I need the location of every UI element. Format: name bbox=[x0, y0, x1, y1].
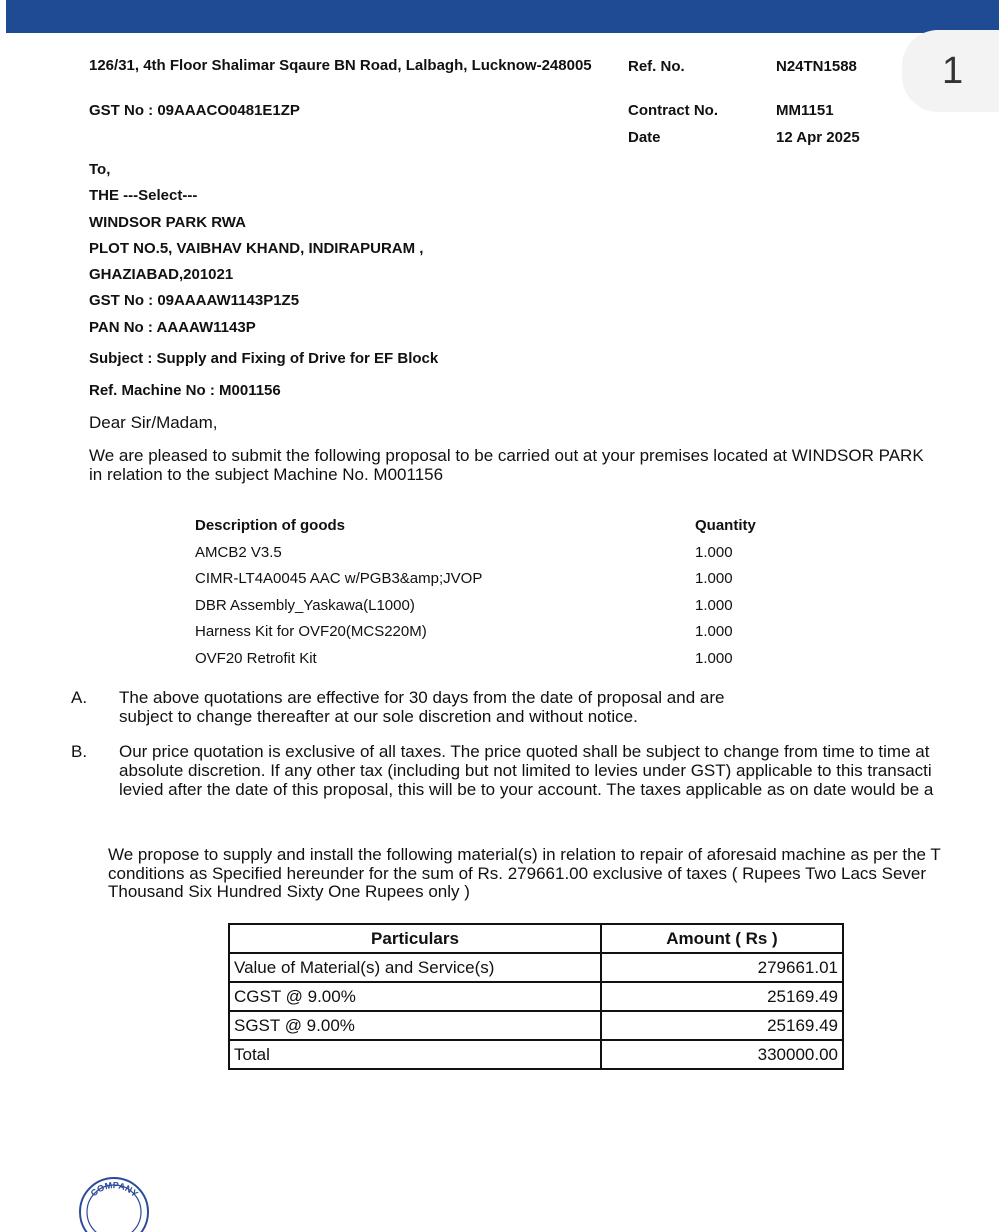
clause-b-line-3: levied after the date of this proposal, this will be to your account. The taxes applicable as on date would be a bbox=[119, 780, 934, 799]
contract-no-value: MM1151 bbox=[776, 102, 834, 119]
recipient-block bbox=[89, 161, 423, 345]
table-row bbox=[229, 1011, 843, 1040]
particular-cell: Value of Material(s) and Service(s) bbox=[229, 953, 601, 982]
company-address: 126/31, 4th Floor Shalimar Sqaure BN Road, Lalbagh, Lucknow-248005 bbox=[89, 57, 592, 74]
table-header-row bbox=[229, 924, 843, 953]
goods-description: Harness Kit for OVF20(MCS220M) bbox=[195, 623, 427, 640]
recipient-pan: PAN No : AAAAW1143P bbox=[89, 318, 256, 336]
intro-line-1: We are pleased to submit the following proposal to be carried out at your premises located at WINDSOR PARK bbox=[89, 446, 924, 465]
header-amount: Amount ( Rs ) bbox=[601, 924, 843, 953]
goods-quantity: 1.000 bbox=[695, 570, 733, 587]
clause-b-label: B. bbox=[71, 742, 88, 761]
recipient-gst: GST No : 09AAAAW1143P1Z5 bbox=[89, 292, 300, 310]
goods-description: DBR Assembly_Yaskawa(L1000) bbox=[195, 596, 415, 614]
goods-description: AMCB2 V3.5 bbox=[195, 543, 282, 561]
particular-cell: CGST @ 9.00% bbox=[229, 982, 601, 1011]
goods-quantity: 1.000 bbox=[695, 623, 733, 640]
ref-no-label: Ref. No. bbox=[628, 58, 685, 75]
intro-line-2: in relation to the subject Machine No. M001156 bbox=[89, 465, 444, 484]
clause-a-label: A. bbox=[71, 688, 88, 707]
recipient-address-2: GHAZIABAD,201021 bbox=[89, 266, 234, 284]
goods-quantity: 1.000 bbox=[695, 543, 733, 561]
company-gst: GST No : 09AAACO0481E1ZP bbox=[89, 102, 300, 119]
contract-no-label: Contract No. bbox=[628, 102, 718, 119]
goods-quantity: 1.000 bbox=[695, 649, 733, 667]
clause-a-line-1: The above quotations are effective for 30 days from the date of proposal and are bbox=[119, 688, 725, 707]
amount-cell: 25169.49 bbox=[601, 982, 843, 1011]
to-line: To, bbox=[89, 161, 111, 178]
clause-b-line-1: Our price quotation is exclusive of all taxes. The price quoted shall be subject to change from time to time at bbox=[119, 742, 930, 761]
date-label: Date bbox=[628, 129, 661, 146]
table-row bbox=[229, 953, 843, 982]
proposal-line-3: Thousand Six Hundred Sixty One Rupees only ) bbox=[108, 882, 470, 901]
company-seal bbox=[72, 1172, 152, 1232]
proposal-paragraph bbox=[108, 846, 941, 902]
goods-description: OVF20 Retrofit Kit bbox=[195, 649, 317, 667]
page-number: 1 bbox=[942, 50, 964, 92]
clause-b-line-2: absolute discretion. If any other tax (including but not limited to levies under GST) applicable to this transacti bbox=[119, 761, 932, 780]
goods-quantity: 1.000 bbox=[695, 596, 733, 614]
goods-header-quantity: Quantity bbox=[695, 517, 756, 534]
table-row bbox=[229, 982, 843, 1011]
ref-no-value: N24TN1588 bbox=[776, 58, 857, 75]
header-particulars: Particulars bbox=[229, 924, 601, 953]
amount-cell: 25169.49 bbox=[601, 1011, 843, 1040]
ref-machine-line: Ref. Machine No : M001156 bbox=[89, 382, 281, 399]
top-banner bbox=[6, 0, 999, 33]
intro-paragraph bbox=[89, 446, 999, 484]
seal-text: COMPANY bbox=[88, 1180, 140, 1199]
amount-cell: 279661.01 bbox=[601, 953, 843, 982]
amount-cell: 330000.00 bbox=[601, 1040, 843, 1069]
particular-cell: SGST @ 9.00% bbox=[229, 1011, 601, 1040]
particular-cell: Total bbox=[229, 1040, 601, 1069]
proposal-line-2: conditions as Specified hereunder for the sum of Rs. 279661.00 exclusive of taxes ( Rupees Two Lacs Sever bbox=[108, 863, 927, 883]
salutation: Dear Sir/Madam, bbox=[89, 413, 218, 432]
page-number-badge bbox=[902, 30, 999, 112]
goods-header-description: Description of goods bbox=[195, 517, 345, 534]
recipient-name: WINDSOR PARK RWA bbox=[89, 213, 246, 231]
proposal-line-1: We propose to supply and install the following material(s) in relation to repair of aforesaid machine as per the T bbox=[108, 845, 941, 864]
table-row bbox=[229, 1040, 843, 1069]
goods-description: CIMR-LT4A0045 AAC w/PGB3&amp;JVOP bbox=[195, 570, 483, 587]
subject-line: Subject : Supply and Fixing of Drive for EF Block bbox=[89, 350, 439, 367]
recipient-title: THE ---Select--- bbox=[89, 187, 198, 205]
clause-a-line-2: subject to change thereafter at our sole discretion and without notice. bbox=[119, 707, 638, 726]
amount-table bbox=[228, 923, 844, 1070]
recipient-address-1: PLOT NO.5, VAIBHAV KHAND, INDIRAPURAM , bbox=[89, 239, 424, 257]
date-value: 12 Apr 2025 bbox=[776, 129, 860, 146]
